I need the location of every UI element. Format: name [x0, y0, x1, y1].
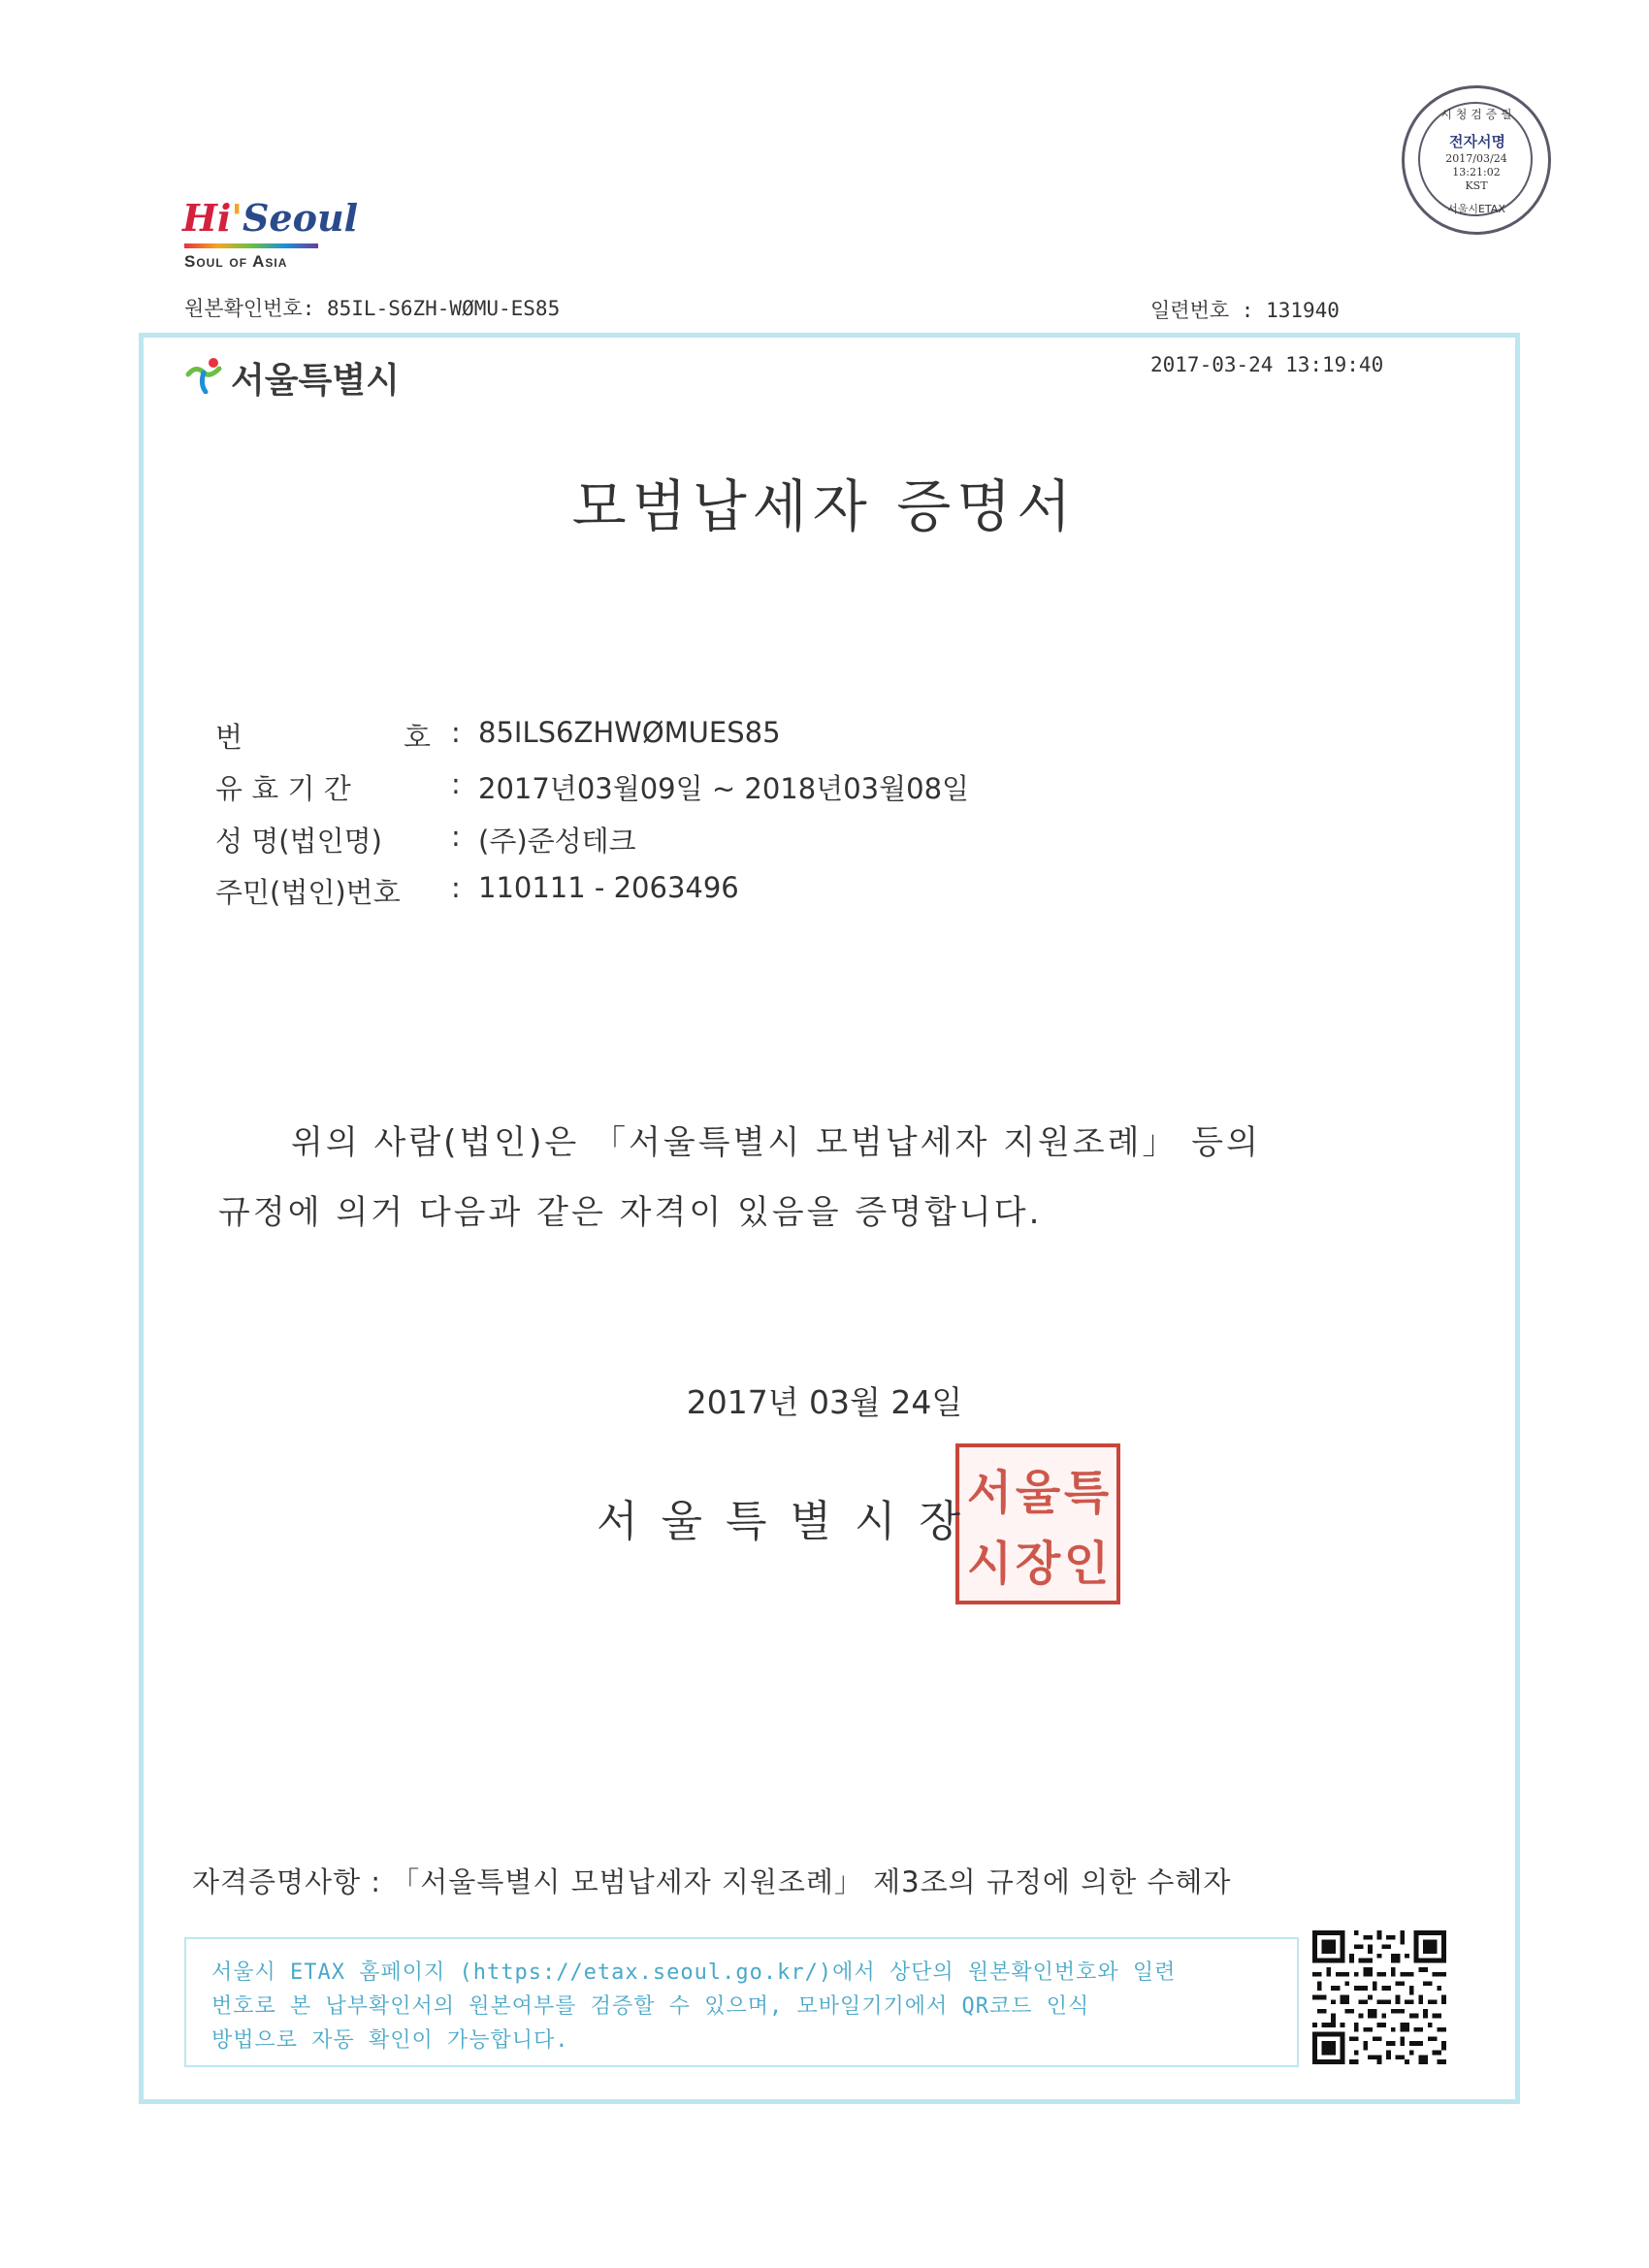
seal-bottom-arc: 서울시ETAX	[1447, 203, 1505, 215]
issue-date: 2017년 03월 24일	[686, 1383, 963, 1421]
brand-color-bar	[184, 243, 318, 248]
qualification-statement: 자격증명사항 : 「서울특별시 모범납세자 지원조례」 제3조의 규정에 의한 수혜자	[192, 1865, 1232, 1898]
seal-time: 13:21:02	[1452, 166, 1501, 178]
seoul-word: Seoul	[242, 196, 359, 240]
body-line-2: 규정에 의거 다음과 같은 자격이 있음을 증명합니다.	[218, 1193, 1043, 1232]
seal-top-arc: 시 청 검 증 필	[1440, 108, 1512, 121]
field-value-name: (주)준성테크	[478, 825, 636, 858]
hi-seoul-logo: Hi'Seoul	[182, 196, 359, 240]
qr-code-icon[interactable]	[1312, 1930, 1446, 2064]
body-line-1: 위의 사람(법인)은 「서울특별시 모범납세자 지원조례」 등의	[291, 1123, 1261, 1162]
serial-number: 일련번호 : 131940	[1150, 299, 1340, 322]
field-separator: :	[451, 871, 461, 904]
issued-datetime: 2017-03-24 13:19:40	[1150, 353, 1384, 376]
seal-char: 서	[966, 1466, 1013, 1520]
electronic-signature-seal	[1402, 85, 1551, 235]
label-number-text: 번 호	[215, 721, 431, 754]
org-name: 서울특별시	[231, 361, 400, 401]
field-label-number	[215, 716, 431, 756]
seal-char: 장	[1015, 1537, 1061, 1591]
notice-line-3: 방법으로 자동 확인이 가능합니다.	[211, 2028, 569, 2053]
field-label-validity: 유 효 기 간	[215, 772, 351, 805]
field-separator: :	[451, 716, 461, 749]
field-value-registration: 110111 - 2063496	[478, 871, 739, 904]
seal-title: 전자서명	[1449, 133, 1505, 150]
seal-char: 울	[1015, 1466, 1061, 1520]
field-value-number: 85ILS6ZHWØMUES85	[478, 716, 781, 749]
field-separator: :	[451, 767, 461, 800]
hi-word: Hi	[182, 196, 232, 240]
seal-char: 시	[966, 1537, 1013, 1591]
seal-zone: KST	[1465, 179, 1488, 192]
issuer-name: 서울특별시장	[597, 1497, 985, 1546]
seal-date: 2017/03/24	[1445, 152, 1507, 165]
field-label-name: 성 명(법인명)	[215, 825, 382, 858]
field-separator: :	[451, 820, 461, 853]
seoul-city-logo-icon	[184, 355, 223, 394]
seal-char: 특	[1063, 1466, 1110, 1520]
field-value-validity: 2017년03월09일 ~ 2018년03월08일	[478, 772, 970, 805]
seal-char: 인	[1063, 1537, 1110, 1591]
notice-line-2: 번호로 본 납부확인서의 원본여부를 검증할 수 있으며, 모바일기기에서 QR코드 인식	[211, 1994, 1090, 2019]
field-label-registration: 주민(법인)번호	[215, 876, 401, 909]
original-check-number: 원본확인번호: 85IL-S6ZH-WØMU-ES85	[184, 297, 561, 320]
brand-tagline: Soul of Asia	[184, 252, 288, 271]
notice-line-1: 서울시 ETAX 홈페이지 (https://etax.seoul.go.kr/)에서 상단의 원본확인번호와 일련	[211, 1960, 1177, 1985]
document-title: 모범납세자 증명서	[571, 473, 1078, 539]
